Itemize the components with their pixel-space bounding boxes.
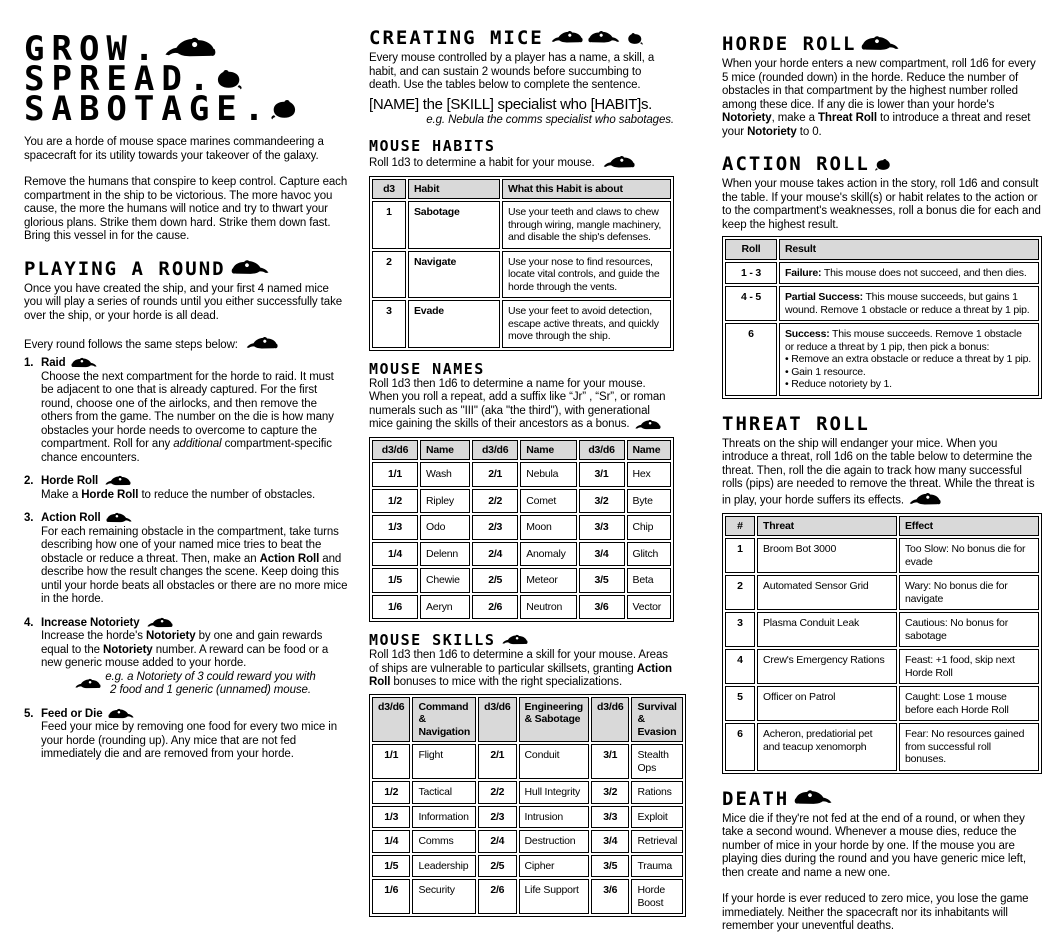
table-cell: 2/5 <box>478 855 516 878</box>
table-cell: 4 - 5 <box>725 286 777 321</box>
table-cell: 3/4 <box>591 830 629 853</box>
step-number: 3. <box>24 512 34 524</box>
table-row <box>372 830 683 853</box>
step-body: Increase the horde's Notoriety by one and gain rewards equal to the Notoriety number. A reward can be food or a new generic mouse added to your horde. <box>41 630 329 669</box>
table-cell: Meteor <box>520 568 576 593</box>
column-header: Threat <box>757 516 897 537</box>
table-cell: 1 - 3 <box>725 262 777 285</box>
table-row <box>372 568 671 593</box>
table-cell: Fear: No resources gained from successful roll bonuses. <box>899 723 1039 771</box>
title-text: SABOTAGE. <box>24 89 272 129</box>
table-cell: Anomaly <box>520 542 576 567</box>
table-cell: Exploit <box>631 806 683 829</box>
step-title <box>41 475 348 489</box>
column-header: Engineering & Sabotage <box>519 697 589 743</box>
column-header: d3/d6 <box>372 440 418 461</box>
table-row <box>372 595 671 620</box>
section-paragraph: When your mouse takes action in the story, roll 1d6 and consult the table. If your mouse's skill(s) or habit relates to the action or to the compartment's weaknesses, roll a bonus die for each and keep the highest result. <box>722 178 1041 231</box>
heading-text: MOUSE SKILLS <box>369 631 496 649</box>
section-heading-action-roll <box>722 154 1042 174</box>
step-title-text: Action Roll <box>41 512 101 524</box>
table-row <box>372 781 683 804</box>
table-row <box>725 612 1039 647</box>
table-cell: Comet <box>520 489 576 514</box>
section-paragraph: If your horde is ever reduced to zero mice, you lose the game immediately. Neither the spacecraft nor its inhabitants will remember your uneventful deaths. <box>722 893 1029 932</box>
table-cell: Chewie <box>420 568 470 593</box>
mouse-habits-table <box>369 176 674 351</box>
table-cell: Use your teeth and claws to chew through wiring, mangle machinery, and disable the ship's defenses. <box>502 201 671 249</box>
table-cell: 2 <box>372 251 406 299</box>
rat-icon <box>103 475 131 488</box>
table-cell: Leadership <box>412 855 476 878</box>
table-cell: 2/5 <box>472 568 518 593</box>
table-cell: 1/3 <box>372 515 418 540</box>
mouse-icon <box>216 68 242 90</box>
rat-icon <box>71 357 99 370</box>
table-cell: Security <box>412 879 476 914</box>
table-cell: Sabotage <box>408 201 500 249</box>
intro-text: Threats on the ship will endanger your mice. When you introduce a threat, roll 1d6 on the table below to determine the threat. Then, roll the die again to track how many successful rolls (pips) are needed to remove the threat. While the threat is in play, your horde suffers its effects. <box>722 437 1035 506</box>
table-cell: 6 <box>725 323 777 396</box>
column-header: Name <box>627 440 671 461</box>
subheading-mouse-names <box>369 361 674 377</box>
table-cell: Byte <box>627 489 671 514</box>
rat-icon <box>231 259 272 278</box>
intro-text: Roll 1d3 then 1d6 to determine a name for your mouse. When you roll a repeat, add a suffix like “Jr” , “Sr”, or roman numerals such as "III" (aka "the third"), with generational mice gaining the skills of their ancestors as a bonus. <box>369 377 666 430</box>
table-cell: 3/5 <box>591 855 629 878</box>
column-header: Name <box>520 440 576 461</box>
steps-lead-text: Every round follows the same steps below: <box>24 338 238 351</box>
table-cell: 2/4 <box>478 830 516 853</box>
table-cell: 3/1 <box>591 744 629 779</box>
column-header: Survival & Evasion <box>631 697 683 743</box>
table-cell: 2/2 <box>472 489 518 514</box>
step-title <box>41 617 348 631</box>
table-row <box>372 300 671 348</box>
column-header: d3/d6 <box>579 440 625 461</box>
table-cell: 1/2 <box>372 781 410 804</box>
rat-icon <box>588 30 622 46</box>
step-example-text: e.g. a Notoriety of 3 could reward you with 2 food and 1 generic (unnamed) mouse. <box>105 670 316 696</box>
column-header: d3/d6 <box>591 697 629 743</box>
table-row <box>372 744 683 779</box>
heading-text: HORDE ROLL <box>722 33 857 55</box>
table-row <box>725 538 1039 573</box>
subheading-mouse-skills <box>369 632 674 648</box>
table-cell: 2/3 <box>478 806 516 829</box>
step-body: Make a Horde Roll to reduce the number of obstacles. <box>41 488 316 501</box>
table-cell: Chip <box>627 515 671 540</box>
column-header: d3/d6 <box>478 697 516 743</box>
table-header-row <box>372 440 671 461</box>
step-feed-or-die <box>24 708 348 762</box>
table-cell: Wash <box>420 462 470 487</box>
middle-column <box>369 0 678 927</box>
section-heading-death <box>722 789 1042 809</box>
table-cell: 1/1 <box>372 744 410 779</box>
table-cell: Life Support <box>519 879 589 914</box>
section-heading-playing-a-round <box>24 259 348 279</box>
mouse-icon <box>271 98 297 120</box>
table-cell: Evade <box>408 300 500 348</box>
column-header: d3/d6 <box>372 697 410 743</box>
mouse-names-table <box>369 437 674 623</box>
intro-paragraph: You are a horde of mouse space marines commandeering a spacecraft for its utility towards your takeover of the galaxy. <box>24 136 324 162</box>
heading-text: ACTION ROLL <box>722 153 870 175</box>
table-cell: Comms <box>412 830 476 853</box>
step-body: Feed your mice by removing one food for every two mice in your horde (rounding up). Any mice that are not fed immediately die and are removed from your horde. <box>41 721 337 760</box>
table-cell: 3/3 <box>579 515 625 540</box>
table-cell: 1/4 <box>372 542 418 567</box>
table-cell: Tactical <box>412 781 476 804</box>
table-cell: Partial Success: This mouse succeeds, but gains 1 wound. Remove 1 obstacle or reduce a threat by 1 pip. <box>779 286 1039 321</box>
table-cell: Stealth Ops <box>631 744 683 779</box>
game-title <box>24 29 348 129</box>
table-cell: Too Slow: No bonus die for evade <box>899 538 1039 573</box>
step-action-roll <box>24 512 348 607</box>
table-cell: 1/2 <box>372 489 418 514</box>
section-heading-horde-roll <box>722 34 1042 54</box>
table-cell: Nebula <box>520 462 576 487</box>
step-example <box>41 671 348 698</box>
column-header: Result <box>779 239 1039 260</box>
mouse-sentence-example: e.g. Nebula the comms specialist who sabotages. <box>426 114 674 126</box>
rat-icon <box>500 634 528 647</box>
table-cell: Odo <box>420 515 470 540</box>
left-column <box>24 0 348 772</box>
rat-icon <box>549 30 583 46</box>
table-cell: 1/5 <box>372 568 418 593</box>
column-header: Name <box>420 440 470 461</box>
table-cell: Plasma Conduit Leak <box>757 612 897 647</box>
table-header-row <box>725 239 1039 260</box>
heading-text: THREAT ROLL <box>722 412 870 435</box>
title-text: GROW. <box>24 29 162 69</box>
column-header: Command & Navigation <box>412 697 476 743</box>
section-paragraph: Once you have created the ship, and your first 4 named mice you will play a series of rounds until you either successfully take over the ship, or your horde is all dead. <box>24 282 343 322</box>
table-cell: Ripley <box>420 489 470 514</box>
rat-icon <box>244 336 278 352</box>
column-header: Effect <box>899 516 1039 537</box>
table-cell: Cipher <box>519 855 589 878</box>
step-title-text: Increase Notoriety <box>41 616 140 629</box>
table-cell: Acheron, predatiorial pet and teacup xenomorph <box>757 723 897 771</box>
table-cell: Use your feet to avoid detection, escape active threats, and quickly move through the ship. <box>502 300 671 348</box>
table-cell: Officer on Patrol <box>757 686 897 721</box>
column-header: Habit <box>408 179 500 200</box>
column-header: Roll <box>725 239 777 260</box>
table-cell: 1/1 <box>372 462 418 487</box>
section-paragraph: Mice die if they're not fed at the end of a round, or when they take a second wound. Whenever a mouse dies, reduce the number of mice in your horde by one. If the mouse you are playing dies during the round and you have generic mice left, then create and name a new one. <box>722 812 1026 879</box>
table-cell: 3/3 <box>591 806 629 829</box>
table-cell: 2/1 <box>478 744 516 779</box>
action-roll-table <box>722 236 1042 399</box>
table-row <box>372 251 671 299</box>
table-row <box>725 686 1039 721</box>
rat-icon <box>601 155 635 171</box>
table-cell: Flight <box>412 744 476 779</box>
section-paragraph <box>722 438 1042 508</box>
table-cell: Feast: +1 food, skip next Horde Roll <box>899 649 1039 684</box>
rat-icon <box>106 512 134 525</box>
table-row <box>725 723 1039 771</box>
step-number: 4. <box>24 616 34 629</box>
table-cell: Trauma <box>631 855 683 878</box>
table-cell: Aeryn <box>420 595 470 620</box>
table-cell: Cautious: No bonus for sabotage <box>899 612 1039 647</box>
table-cell: Vector <box>627 595 671 620</box>
steps-lead <box>24 336 348 352</box>
section-paragraph <box>369 155 674 171</box>
step-number: 5. <box>24 707 34 720</box>
table-cell: 1/6 <box>372 879 410 914</box>
table-row <box>372 879 683 914</box>
table-cell: 3/6 <box>579 595 625 620</box>
table-cell: 3/2 <box>591 781 629 804</box>
table-cell: 5 <box>725 686 755 721</box>
heading-text: DEATH <box>722 787 790 810</box>
step-title-text: Raid <box>41 357 66 369</box>
table-cell: Use your nose to find resources, locate vital controls, and guide the horde through the vents. <box>502 251 671 299</box>
table-cell: Success: This mouse succeeds. Remove 1 obstacle or reduce a threat by 1 pip, then pick a bonus: • Remove an extra obstacle or reduce a threat by 1 pip. • Gain 1 resource. • Reduce notoriety by 1. <box>779 323 1039 396</box>
table-cell: Destruction <box>519 830 589 853</box>
table-cell: Automated Sensor Grid <box>757 575 897 610</box>
table-cell: 3/1 <box>579 462 625 487</box>
table-cell: 1/3 <box>372 806 410 829</box>
table-cell: 2/6 <box>472 595 518 620</box>
section-paragraph <box>369 378 674 432</box>
table-cell: Retrieval <box>631 830 683 853</box>
table-cell: Broom Bot 3000 <box>757 538 897 573</box>
step-body: Choose the next compartment for the horde to raid. It must be adjacent to one that is already captured. For the first round, choose one of the airlocks, and then remove the others from the game. The number on the die is how many obstacles your horde needs to overcome to capture the compartment. Roll for any additional compartment-specific chance encounters. <box>41 370 334 464</box>
mouse-icon <box>875 158 891 171</box>
table-cell: 3/6 <box>591 879 629 914</box>
table-row <box>372 806 683 829</box>
column-header: d3 <box>372 179 406 200</box>
table-cell: Failure: This mouse does not succeed, and then dies. <box>779 262 1039 285</box>
intro-paragraph: Remove the humans that conspire to keep control. Capture each compartment in the ship to be victorious. The more havoc you cause, the more the humans will notice and try to thwart your glorious plans. Strike them down hard. Strike them down fast. Bring this vessel in for the cause. <box>24 176 348 242</box>
table-cell: 6 <box>725 723 755 771</box>
section-paragraph: When your horde enters a new compartment, roll 1d6 for every 5 mice (rounded down) in the horde. Reduce the number of obstacles in that compartment by the highest number rolled among these dice. If any die is lower than your horde's Notoriety, make a Threat Roll to introduce a threat and reset your Notoriety to 0. <box>722 58 1036 138</box>
rat-icon <box>907 492 941 508</box>
subheading-mouse-habits <box>369 138 674 154</box>
table-cell: 2/4 <box>472 542 518 567</box>
table-cell: 2 <box>725 575 755 610</box>
table-row <box>725 575 1039 610</box>
step-title <box>41 708 348 722</box>
step-title-text: Horde Roll <box>41 475 99 487</box>
table-cell: 2/2 <box>478 781 516 804</box>
step-body: For each remaining obstacle in the compartment, take turns describing how one of your named mice tries to beat the obstacle or reduce a threat. Then, make an Action Roll and describe how the result changes the scene. Keep doing this until your horde beats all obstacles or there are no more mice in the horde. <box>41 525 348 605</box>
table-cell: 1 <box>372 201 406 249</box>
title-line <box>24 89 348 129</box>
step-raid <box>24 357 348 465</box>
rat-icon <box>145 617 173 630</box>
table-cell: Hull Integrity <box>519 781 589 804</box>
step-title-text: Feed or Die <box>41 707 103 720</box>
table-row <box>372 515 671 540</box>
step-title <box>41 357 348 371</box>
right-column <box>722 0 1042 947</box>
rat-icon <box>108 708 136 721</box>
column-header: # <box>725 516 755 537</box>
step-horde-roll <box>24 475 348 502</box>
section-paragraph: Every mouse controlled by a player has a name, a skill, a habit, and can sustain 2 wounds before succumbing to death. Use the tables below to complete the sentence. <box>369 52 655 91</box>
table-cell: 2/3 <box>472 515 518 540</box>
table-cell: 1 <box>725 538 755 573</box>
mouse-icon <box>627 32 643 45</box>
table-cell: 3/5 <box>579 568 625 593</box>
table-cell: Rations <box>631 781 683 804</box>
rat-icon <box>633 419 661 432</box>
table-row <box>725 262 1039 285</box>
table-header-row <box>372 179 671 200</box>
table-cell: 4 <box>725 649 755 684</box>
threat-roll-table <box>722 513 1042 774</box>
table-cell: Crew's Emergency Rations <box>757 649 897 684</box>
table-cell: 1/5 <box>372 855 410 878</box>
heading-text: MOUSE NAMES <box>369 359 485 378</box>
table-cell: 3/2 <box>579 489 625 514</box>
table-cell: Intrusion <box>519 806 589 829</box>
table-header-row <box>725 516 1039 537</box>
table-cell: Neutron <box>520 595 576 620</box>
table-row <box>372 542 671 567</box>
table-cell: 2/6 <box>478 879 516 914</box>
table-row <box>372 201 671 249</box>
table-cell: Caught: Lose 1 mouse before each Horde Roll <box>899 686 1039 721</box>
heading-text: CREATING MICE <box>369 27 544 49</box>
table-header-row <box>372 697 683 743</box>
table-cell: 1/4 <box>372 830 410 853</box>
section-paragraph: Roll 1d3 then 1d6 to determine a skill for your mouse. Areas of ships are vulnerable to particular skillsets, granting Action Roll bonuses to mice with the right specializations. <box>369 649 672 688</box>
table-cell: 1/6 <box>372 595 418 620</box>
table-cell: Beta <box>627 568 671 593</box>
table-cell: 3 <box>725 612 755 647</box>
table-cell: 3/4 <box>579 542 625 567</box>
heading-text: PLAYING A ROUND <box>24 257 226 280</box>
title-text: SPREAD. <box>24 59 217 99</box>
section-heading-creating-mice <box>369 28 674 48</box>
mouse-skills-table <box>369 694 686 918</box>
rat-icon <box>73 678 101 691</box>
table-cell: Glitch <box>627 542 671 567</box>
table-cell: Wary: No bonus die for navigate <box>899 575 1039 610</box>
column-header: d3/d6 <box>472 440 518 461</box>
rat-icon <box>161 36 216 62</box>
table-cell: Hex <box>627 462 671 487</box>
rat-icon <box>861 35 902 54</box>
section-heading-threat-roll <box>722 414 1042 434</box>
table-cell: 3 <box>372 300 406 348</box>
table-cell: Conduit <box>519 744 589 779</box>
table-cell: Moon <box>520 515 576 540</box>
step-increase-notoriety <box>24 617 348 698</box>
step-number: 1. <box>24 357 34 369</box>
rat-icon <box>794 789 835 808</box>
table-cell: 2/1 <box>472 462 518 487</box>
table-row <box>725 649 1039 684</box>
step-title <box>41 512 348 526</box>
intro-text: Roll 1d3 to determine a habit for your mouse. <box>369 157 595 169</box>
table-cell: Navigate <box>408 251 500 299</box>
table-cell: Information <box>412 806 476 829</box>
table-row <box>725 323 1039 396</box>
table-row <box>372 462 671 487</box>
mouse-sentence-template: [NAME] the [SKILL] specialist who [HABIT]s. <box>369 95 653 113</box>
heading-text: MOUSE HABITS <box>369 136 496 155</box>
table-cell: Delenn <box>420 542 470 567</box>
column-header: What this Habit is about <box>502 179 671 200</box>
table-cell: Horde Boost <box>631 879 683 914</box>
table-row <box>372 489 671 514</box>
step-number: 2. <box>24 475 34 487</box>
table-row <box>372 855 683 878</box>
table-row <box>725 286 1039 321</box>
